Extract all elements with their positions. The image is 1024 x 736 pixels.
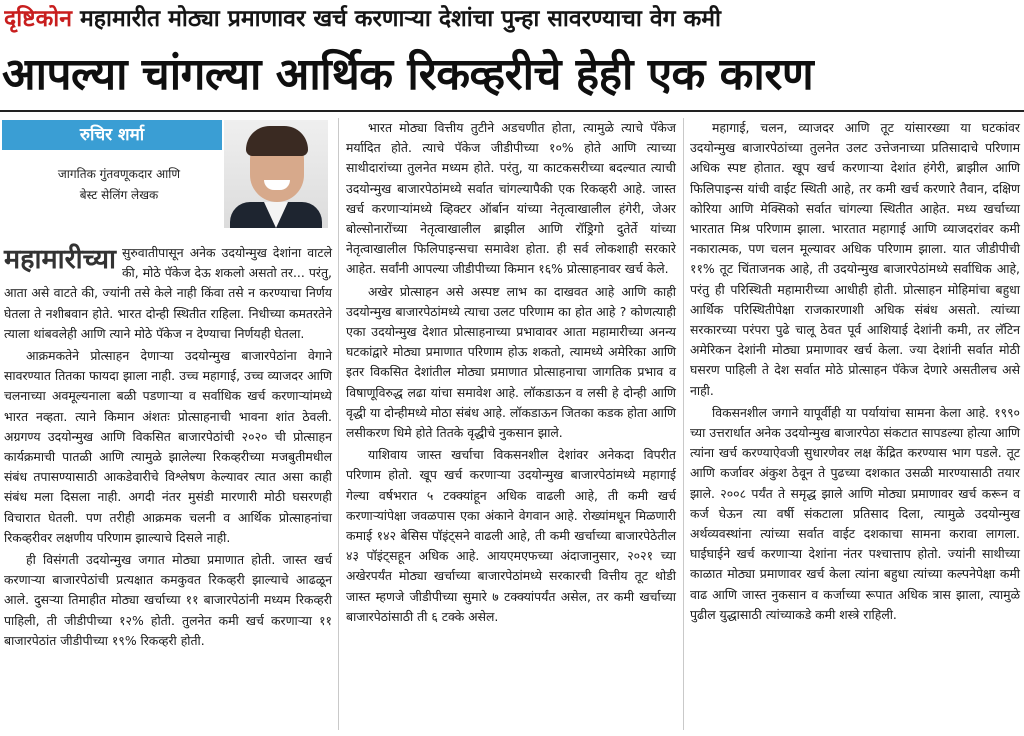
paragraph	[4, 243, 332, 344]
kicker-text: महामारीत मोठ्या प्रमाणावर खर्च करणाऱ्या देशांचा पुन्हा सावरण्याचा वेग कमी	[80, 5, 721, 32]
column-divider	[683, 118, 684, 730]
section-label: दृष्टिकोन	[4, 5, 72, 32]
paragraph: ही विसंगती उदयोन्मुख जगात मोठ्या प्रमाणात होती. जास्त खर्च करणाऱ्या बाजारपेठांची प्रत्यक्षात कमकुवत रिकव्हरी झाल्याचे आढळून आले. दुसऱ्या तिमाहीत मोठ्या खर्चाच्या ११ बाजारपेठांनी मध्यम रिकव्हरी पाहिली, ती जीडीपीच्या १२% होती. तुलनेत कमी खर्च करणाऱ्या ११ बाजारपेठांत जीडीपीच्या १९% रिकव्हरी होती.	[4, 552, 332, 648]
paragraph: भारत मोठ्या वित्तीय तुटीने अडचणीत होता, त्यामुळे त्याचे पॅकेज मर्यादित होते. त्याचे पॅकेज जीडीपीच्या १०% होते आणि त्याच्या साथीदारांच्या तुलनेत मध्यम होते. परंतु, या काटकसरीच्या बदल्यात त्याची उदयोन्मुख बाजारपेठांमध्ये सर्वात चांगल्यापैकी एक रिकव्हरी आहे. जास्त खर्च करणाऱ्यांमध्ये व्हिक्टर ऑर्बान यांच्या नेतृत्वाखालील हंगेरी, जेअर बोल्सोनारोंच्या नेतृत्वाखालील ब्राझील आणि रॉड्रिगो दुतेर्ते यांच्या नेतृत्वाखालील फिलिपाइन्सचा समावेश होता. ही सर्व लोकशाही सरकारे आहेत. सर्वांनी आपल्या जीडीपीच्या किमान १६% प्रोत्साहनावर खर्च केले.	[346, 120, 676, 277]
paragraph: विकसनशील जगाने यापूर्वीही या पर्यायांचा सामना केला आहे. १९९० च्या उत्तरार्धात अनेक उदयोन्मुख बाजारपेठा संकटात सापडल्या होत्या आणि त्यांना खर्च करण्याऐवजी सुधारणेवर लक्ष केंद्रित करण्यास भाग पडले. तूट आणि कर्जावर अंकुश ठेवून ते पुढच्या दशकात उसळी मारण्यासाठी तयार झाले. २००८ पर्यंत ते समृद्ध झाले आणि मोठ्या प्रमाणावर खर्च करून व कर्ज घेऊन त्या वर्षी संकटाला प्रतिसाद दिला, त्यामुळे उदयोन्मुख अर्थव्यवस्थांना त्यांच्या सर्वात वाईट दशकाचा सामना करावा लागला. घाईघाईने खर्च करणाऱ्या देशांना नंतर पश्चात्ताप होतो. ज्यांनी साथीच्या काळात मोठ्या प्रमाणावर खर्च केला त्यांना बहुधा त्यांच्या कल्पनेपेक्षा कमी वाढ आणि जास्त नुकसान व कर्जाच्या रूपात अधिक त्रास झाला, त्यामुळे पुढील युद्धासाठी त्यांच्याकडे कमी शस्त्रे राहिली.	[690, 404, 1020, 622]
paragraph: आक्रमकतेने प्रोत्साहन देणाऱ्या उदयोन्मुख बाजारपेठांना वेगाने सावरण्यात तितका फायदा झाला नाही. उच्च महागाई, उच्च व्याजदर आणि चलनाच्या अवमूल्यनाला बळी पडणाऱ्या व सर्वाधिक खर्च करणाऱ्यांमध्ये भारत नव्हता. त्याने किमान अंशतः प्रोत्साहनाची भावना शांत ठेवली. अग्रगण्य उदयोन्मुख आणि विकसित बाजारपेठांची २०२० ची प्रोत्साहन कार्यक्रमाची पातळी आणि त्यामुळे झालेल्या रिकव्हरीच्या मजबुतीमधील संबंध तपासण्यासाठी आकडेवारीचे विश्लेषण केल्यावर त्यात असा काही संबंध मला दिसला नाही. अगदी नंतर मुसंडी मारणारी मोठी घसरणही विचारात घेतली. पण तरीही आक्रमक चलनी व आर्थिक प्रोत्साहनांचा रिकव्हरीवर लक्षणीय परिणाम झाल्याचे दिसले नाही.	[4, 348, 332, 545]
paragraph: महागाई, चलन, व्याजदर आणि तूट यांसारख्या या घटकांवर उदयोन्मुख बाजारपेठांच्या तुलनेत उलट उत्तेजनाच्या प्रतिसादाचे परिणाम अधिक स्पष्ट होतात. खूप खर्च करणाऱ्या देशांत हंगेरी, ब्राझील आणि फिलिपाइन्स यांची वाईट स्थिती आहे, तर कमी खर्च करणारे तैवान, दक्षिण कोरिया आणि मेक्सिको सर्वात चांगल्या स्थितीत आहेत. मध्य खर्चाच्या भारतात मिश्र परिणाम झाला. भारतात महागाई आणि व्याजदरांवर कमी नकारात्मक, पण चलन मूल्यावर अधिक परिणाम झाला. यात जीडीपीची ११% तूट चिंताजनक आहे, ती उदयोन्मुख बाजारपेठांमध्ये सर्वाधिक आहे, परंतु ही परिस्थिती महामारीच्या आधीही होती. प्रोत्साहन मोहिमांचा बहुधा आर्थिक परिस्थितीपेक्षा राजकारणाशी अधिक संबंध असतो. त्यांच्या सरकारच्या परंपरा पुढे चालू ठेवत पूर्व आशियाई देशांनी कमी, तर लॅटिन अमेरिकन देशांनी मोठ्या प्रमाणावर खर्च केला. ज्या देशांनी सर्वात मोठी घसरण पाहिली ते देश सर्वात मोठे प्रोत्साहन पॅकेज देणारे असतीलच असे नाही.	[690, 120, 1020, 398]
author-name: रुचिर शर्मा	[2, 120, 222, 150]
header-rule	[0, 110, 1024, 112]
article-column-3	[690, 118, 1020, 625]
photo-hair	[246, 126, 308, 156]
author-box	[2, 120, 332, 232]
article-column-2	[346, 118, 676, 627]
paragraph-text: सुरुवातीपासून अनेक उदयोन्मुख देशांना वाटले की, मोठे पॅकेज देऊ शकलो असतो तर... परंतु, आता असे वाटते की, ज्यांनी तसे केले नाही किंवा तसे न करण्याचा निर्णय घेतला ते नशीबवान होते. भारत दोन्ही स्थितीत राहिला. निधीच्या कमतरतेने त्याला थांबवलेही आणि त्याने मोठे पॅकेज न देण्याचा निर्णयही घेतला.	[4, 245, 332, 341]
author-photo	[224, 120, 328, 228]
author-title-line1: जागतिक गुंतवणूकदार आणि	[57, 167, 181, 181]
paragraph: याशिवाय जास्त खर्चाचा विकसनशील देशांवर अनेकदा विपरीत परिणाम होतो. खूप खर्च करणाऱ्या उदयोन्मुख बाजारपेठांमध्ये महागाई गेल्या वर्षभरात ५ टक्क्यांहून अधिक वाढली आहे, ती कमी खर्च करणाऱ्यांपेक्षा जवळपास एका अंकाने वेगवान आहे. रोख्यांमधून मिळणारी कमाई १४२ बेसिस पॉइंट्सने वाढली आहे, ती कमी खर्चाच्या बाजारपेठेतील ४३ पॉइंट्सहून अधिक आहे. आयएमएफच्या अंदाजानुसार, २०२१ च्या अखेरपर्यंत मोठ्या खर्चाच्या बाजारपेठांमध्ये सरकारची वित्तीय तूट थोडी जास्त म्हणजे जीडीपीच्या सुमारे ७ टक्क्यांपर्यंत असेल, तर कमी खर्चाच्या बाजारपेठांसाठी ती ६ टक्के असेल.	[346, 447, 676, 624]
paragraph: अखेर प्रोत्साहन असे अस्पष्ट लाभ का दाखवत आहे आणि काही उदयोन्मुख बाजारपेठांमध्ये त्याचा उलट परिणाम का होत आहे ? कोणत्याही एका उदयोन्मुख देशात प्रोत्साहनाच्या प्रभावावर आता महामारीच्या अनन्य घटकांद्वारे मोठ्या प्रमाणात परिणाम होऊ शकतो, त्यामध्ये अमेरिका आणि इतर विकसित देशांतील मोठ्या प्रमाणात प्रोत्साहनाचा जागतिक प्रभाव व विषाणूविरुद्ध लढा यांचा समावेश आहे. लॉकडाऊन व लसी हे दोन्ही आणि वृद्धी या दोन्हीमध्ये मोठा संबंध आहे. लॉकडाऊन जितका कडक होता आणि लसीकरण धिमे होते तितके वृद्धीचे नुकसान झाले.	[346, 283, 676, 441]
column-divider	[338, 118, 339, 730]
article-column-1	[4, 243, 332, 651]
author-title	[24, 164, 214, 206]
kicker-line	[4, 2, 1020, 36]
lead-word: महामारीच्या	[4, 244, 116, 275]
author-title-line2: बेस्ट सेलिंग लेखक	[79, 188, 159, 202]
headline: आपल्या चांगल्या आर्थिक रिकव्हरीचे हेही एक कारण	[2, 49, 814, 100]
